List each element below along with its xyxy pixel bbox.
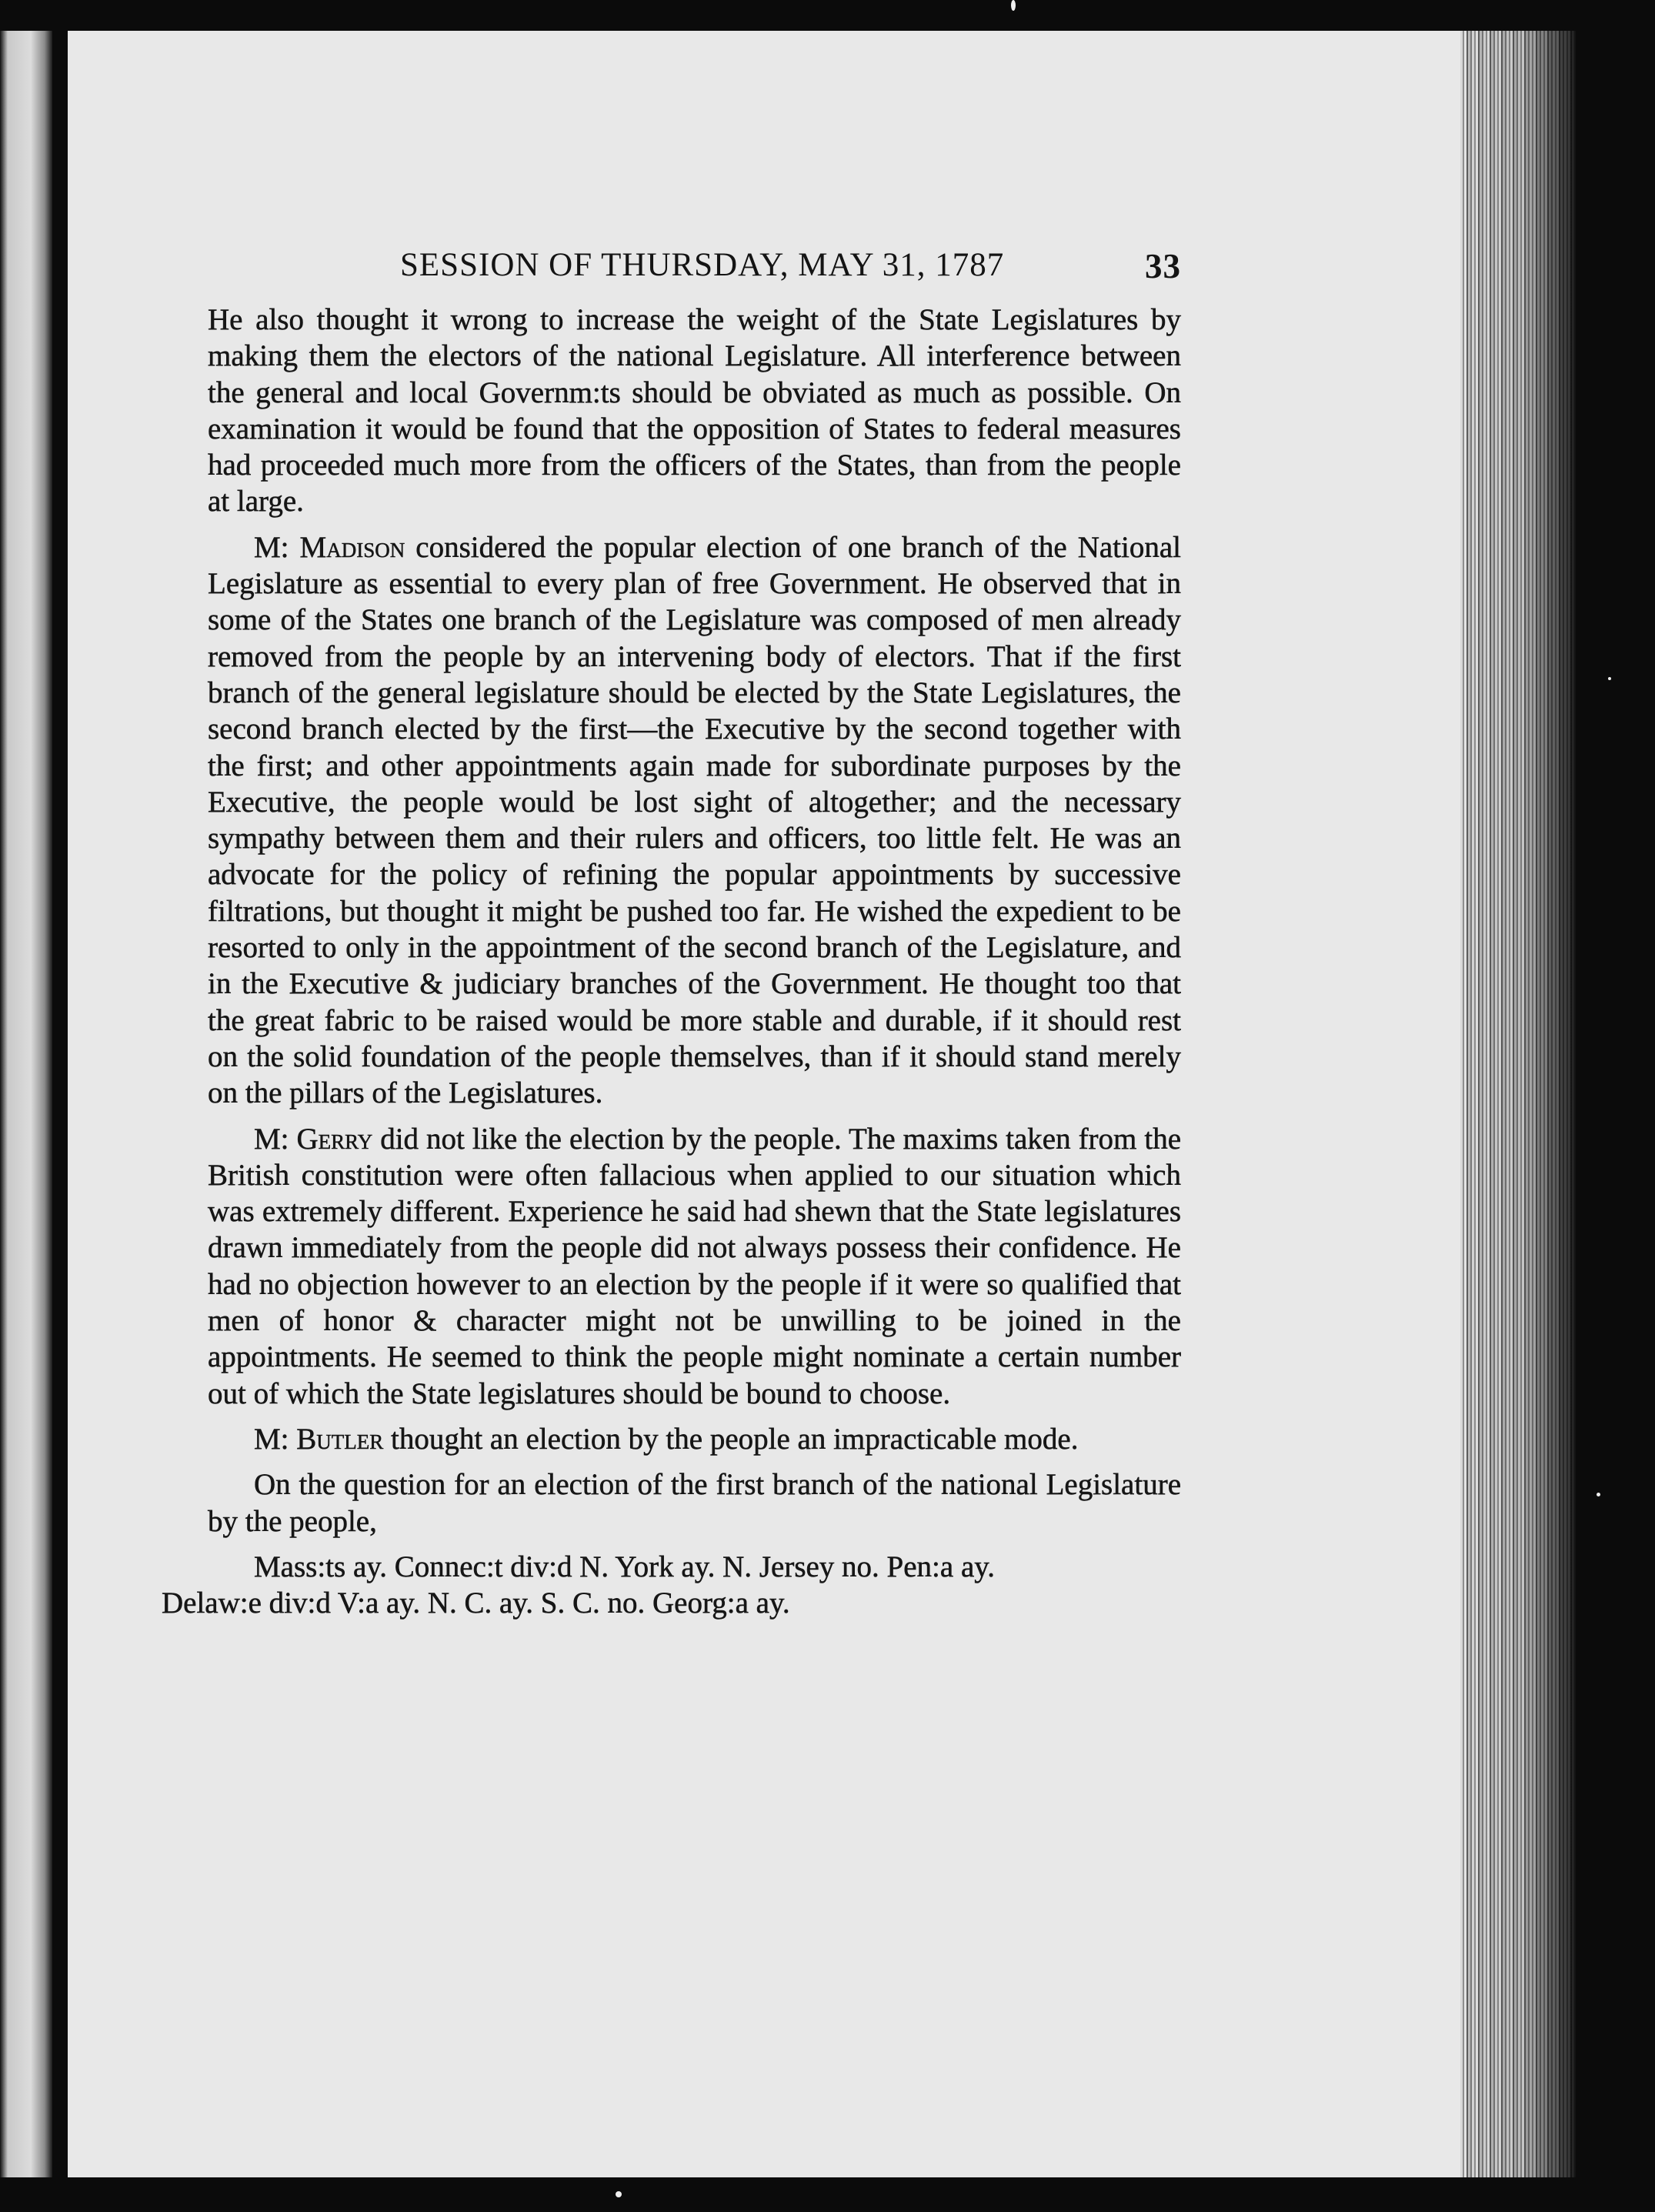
paragraph-butler bbox=[208, 1421, 1181, 1457]
speaker-name: Gerry bbox=[296, 1122, 373, 1156]
speaker-title: M: bbox=[254, 1122, 289, 1156]
scan-speck bbox=[1011, 0, 1016, 11]
speaker-name: Butler bbox=[296, 1422, 384, 1456]
vote-tally bbox=[162, 1549, 1181, 1622]
running-title: SESSION OF THURSDAY, MAY 31, 1787 bbox=[400, 247, 1005, 283]
scan-speck bbox=[616, 2191, 622, 2197]
scan-speck bbox=[1608, 677, 1611, 680]
scan-speck bbox=[1597, 1493, 1600, 1496]
paragraph-text: did not like the election by the people. The maxims taken from the British constitution were often fallacious when applied to our situation which was extremely different. Experience he said had shewn that the State legislatures drawn immediately from the people did not always possess their confidence. He had no objection however to an election by the people if it were so qualified that men of honor & character might not be unwilling to be joined in the appointments. He seemed to think the people might nominate a certain number out of which the State legislatures should be bound to choose. bbox=[208, 1122, 1182, 1410]
speaker-name: Madison bbox=[299, 530, 405, 564]
paragraph-question: On the question for an election of the first branch of the national Legislature by the people, bbox=[208, 1468, 1181, 1538]
paragraph-1: He also thought it wrong to increase the weight of the State Legislatures by making them the electors of the national Legislature. All interference between the general and local Governm:ts should be obviated as much as possible. On examination it would be found that the opposition of States to federal measures had proceeded much more from the officers of the States, than from the people at large. bbox=[208, 303, 1181, 519]
page-number: 33 bbox=[1145, 247, 1181, 285]
paragraph-gerry bbox=[208, 1121, 1181, 1412]
speaker-title: M: bbox=[254, 1422, 289, 1456]
body-text bbox=[162, 302, 1182, 1621]
facing-page-edge bbox=[0, 31, 52, 2177]
vote-line-2: Delaw:e div:d V:a ay. N. C. ay. S. C. no. Georg:a ay. bbox=[162, 1586, 790, 1620]
running-header bbox=[208, 246, 1181, 292]
speaker-title: M: bbox=[254, 530, 289, 564]
paragraph-madison bbox=[208, 529, 1181, 1112]
vote-line-1: Mass:ts ay. Connec:t div:d N. York ay. N. Jersey no. Pen:a ay. bbox=[254, 1550, 995, 1583]
book-edge-shadow bbox=[1460, 31, 1576, 2177]
paragraph-text: thought an election by the people an impracticable mode. bbox=[391, 1422, 1079, 1456]
paragraph-text: considered the popular election of one branch of the National Legislature as essential to every plan of free Government. He observed that in some of the States one branch of the Legislature was composed of men already removed from the people by an intervening body of electors. That if the first branch of the general legislature should be elected by the State Legislatures, the second branch elected by the first—the Executive by the second together with the first; and other appointments again made for subordinate purposes by the Executive, the people would be lost sight of altogether; and the necessary sympathy between them and their rulers and officers, too little felt. He was an advocate for the policy of refining the popular appointments by successive filtrations, but thought it might be pushed too far. He wished the expedient to be resorted to only in the appointment of the second branch of the Legislature, and in the Executive & judiciary branches of the Government. He thought too that the great fabric to be raised would be more stable and durable, if it should rest on the solid foundation of the people themselves, than if it should stand merely on the pillars of the Legislatures. bbox=[208, 530, 1181, 1110]
